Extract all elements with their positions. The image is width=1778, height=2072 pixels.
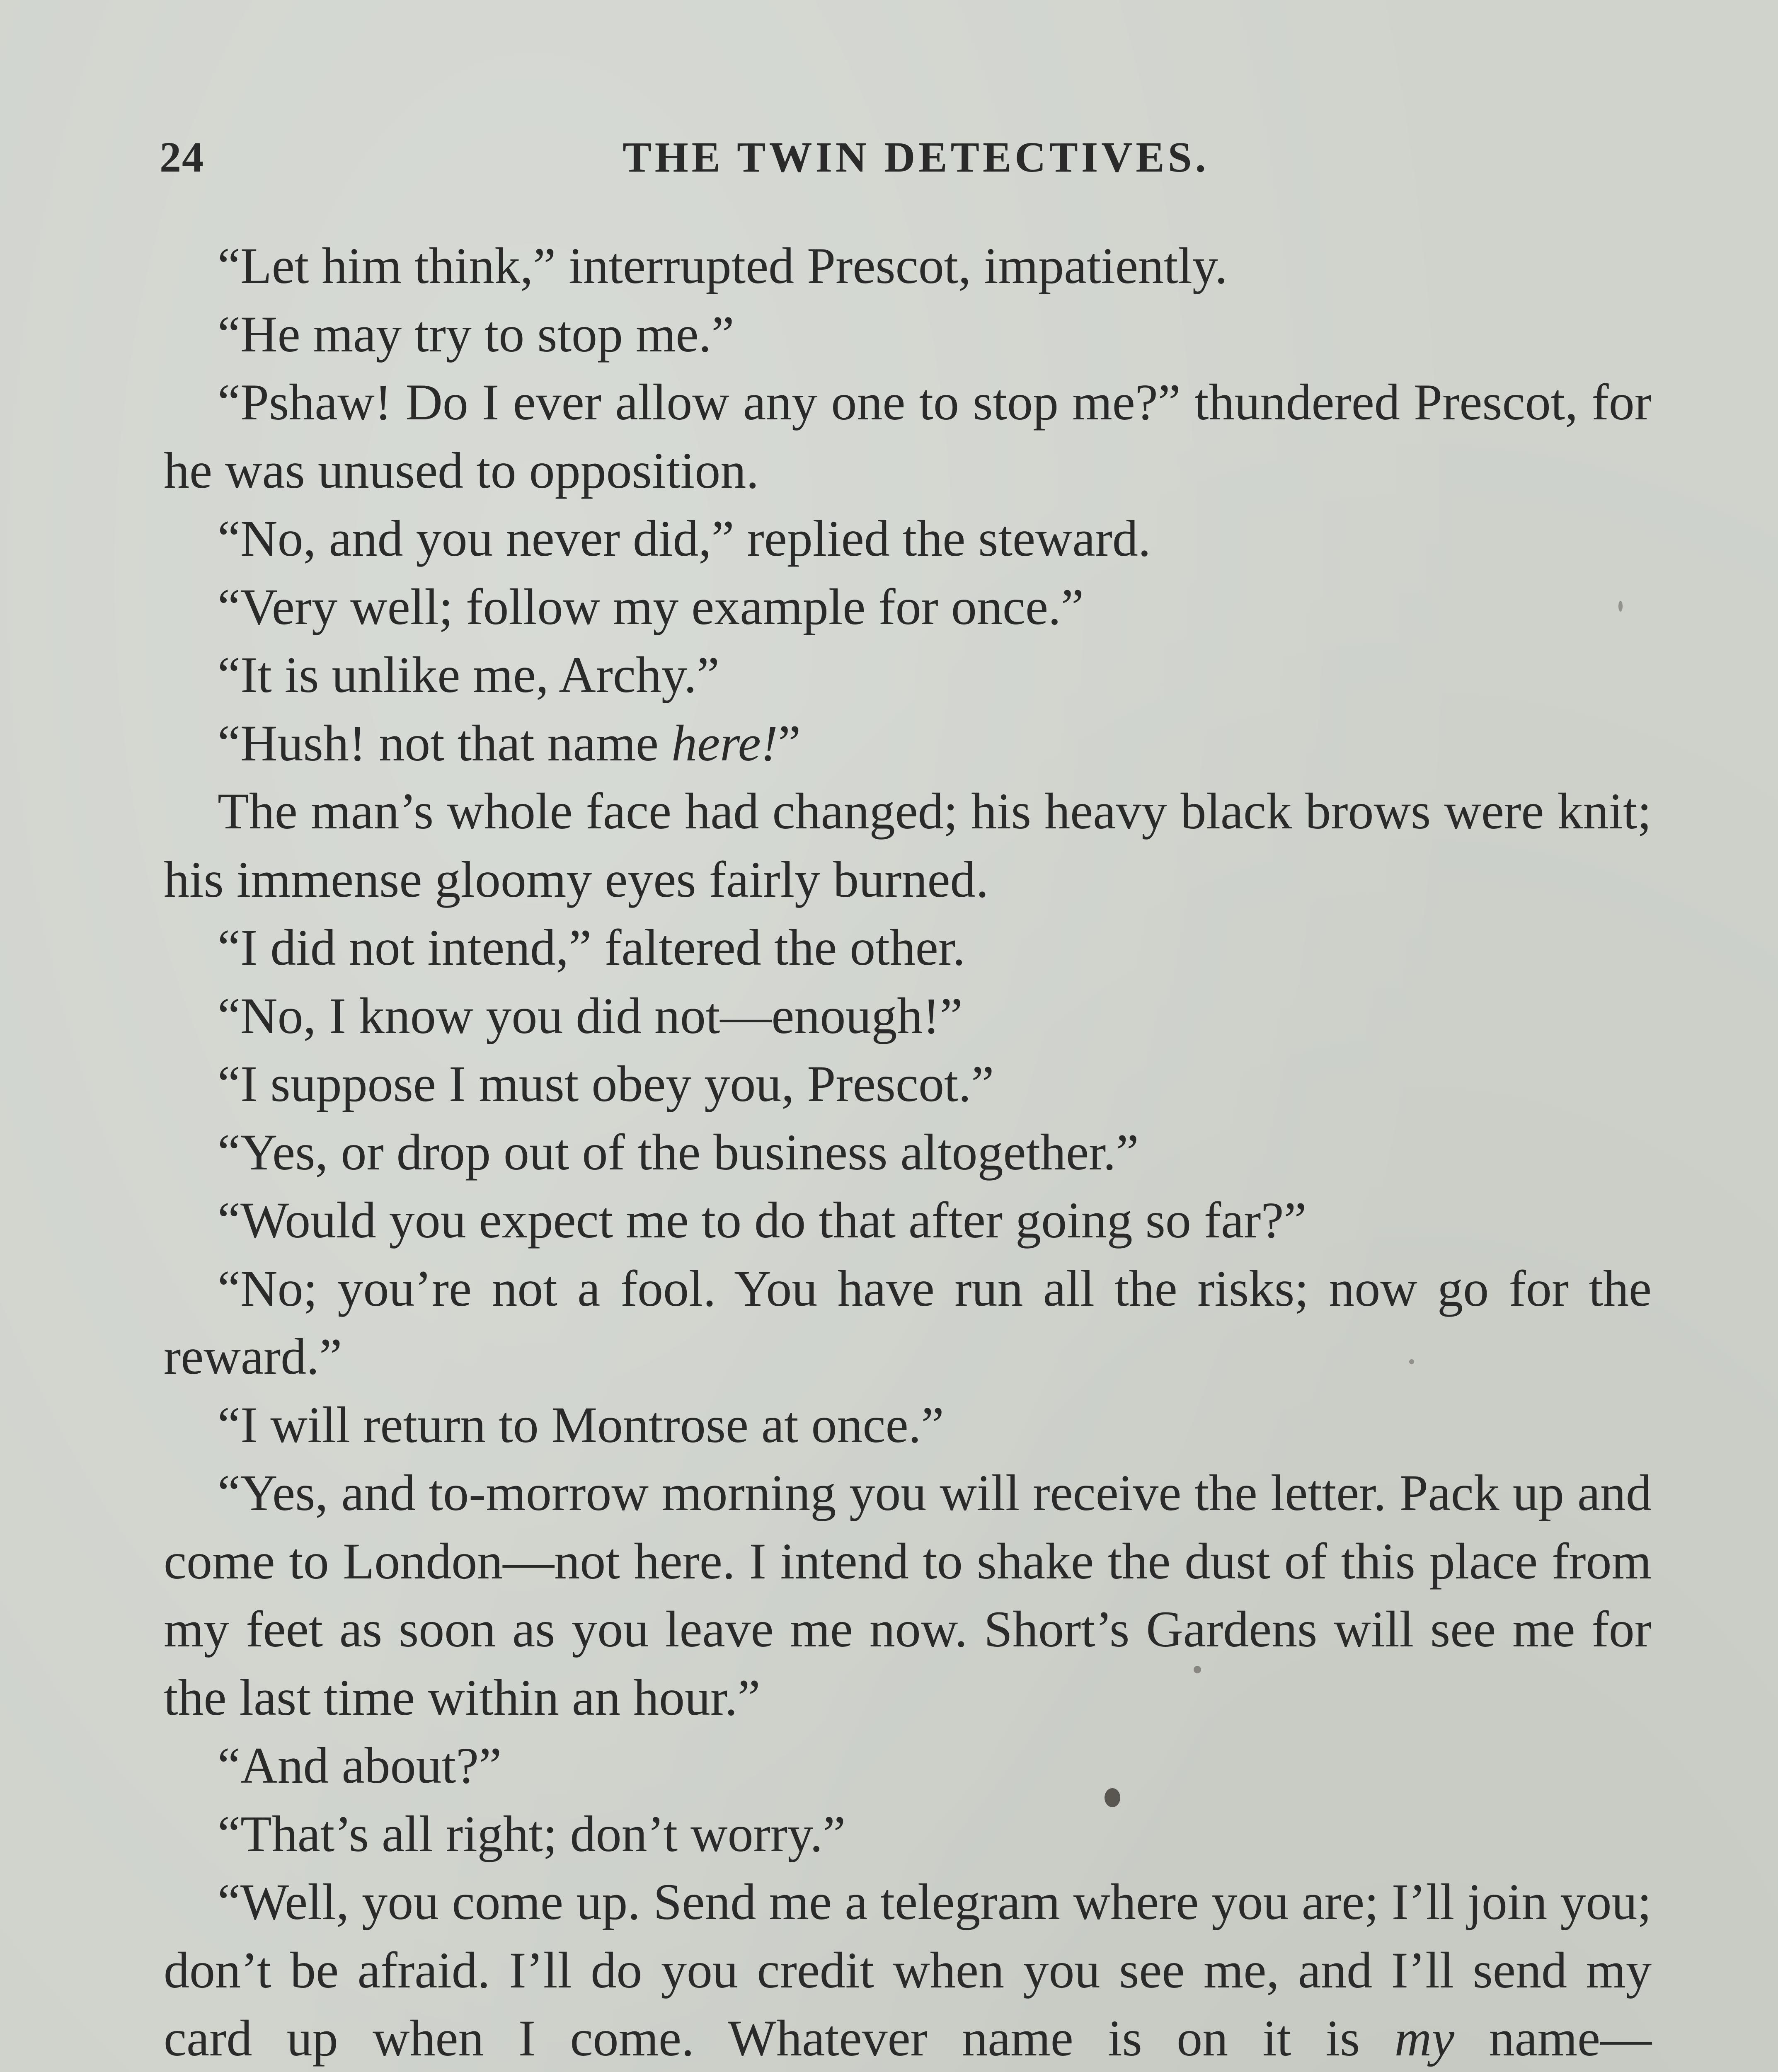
paragraph: “I will return to Montrose at once.”	[218, 1396, 944, 1453]
paragraph: “It is unlike me, Archy.”	[218, 646, 719, 703]
paragraph	[164, 1868, 1652, 2072]
running-title: THE TWIN DETECTIVES.	[623, 133, 1209, 181]
paragraph: “Yes, or drop out of the business altogether.”	[218, 1123, 1139, 1181]
page-header	[160, 124, 1652, 182]
paragraph: “No; you’re not a fool. You have run all the risks; now go for the reward.”	[164, 1260, 1652, 1385]
paragraph: “I suppose I must obey you, Prescot.”	[218, 1055, 994, 1112]
paragraph: “No, I know you did not—enough!”	[218, 987, 963, 1044]
paragraph: “He may try to stop me.”	[218, 305, 734, 363]
paper-speck	[1105, 1788, 1120, 1807]
paragraph: “And about?”	[218, 1737, 502, 1794]
emphasized-word: my	[1394, 2010, 1455, 2067]
paragraph	[164, 709, 1652, 778]
paper-speck	[1618, 601, 1623, 612]
paragraph: “Would you expect me to do that after going so far?”	[218, 1192, 1307, 1249]
paragraph: “I did not intend,” faltered the other.	[218, 919, 966, 976]
paper-speck	[1194, 1666, 1201, 1673]
paragraph: “Pshaw! Do I ever allow any one to stop me?” thundered Prescot, for he was unused to opposition.	[164, 374, 1652, 499]
page-number: 24	[160, 133, 204, 181]
paper-speck	[1409, 1359, 1414, 1364]
emphasized-word: here!	[671, 714, 778, 772]
paragraph: “Yes, and to-morrow morning you will receive the letter. Pack up and come to London—not here. I intend to shake the dust of this place from my feet as soon as you leave me now. Short’s Gardens will see me for the last time within an hour.”	[164, 1464, 1652, 1726]
paragraph: “That’s all right; don’t worry.”	[218, 1805, 846, 1862]
paragraph-text: “Well, you come up. Send me a telegram where you are; I’ll join you; don’t be afraid. I’ll do you credit when you see me, and I’ll send my card up when I come. Whatever name is on it is	[164, 1874, 1652, 2067]
body-text	[164, 232, 1652, 2072]
paragraph: The man’s whole face had changed; his heavy black brows were knit; his immense gloomy eyes fairly burned.	[164, 783, 1652, 908]
paragraph-text: ”	[778, 714, 801, 772]
paragraph-text: name—	[1489, 2010, 1652, 2067]
paragraph: “Very well; follow my example for once.”	[218, 578, 1084, 635]
paragraph: “Let him think,” interrupted Prescot, impatiently.	[218, 237, 1228, 294]
paragraph-text: “Hush! not that name	[218, 714, 672, 772]
paragraph: “No, and you never did,” replied the steward.	[218, 510, 1151, 567]
